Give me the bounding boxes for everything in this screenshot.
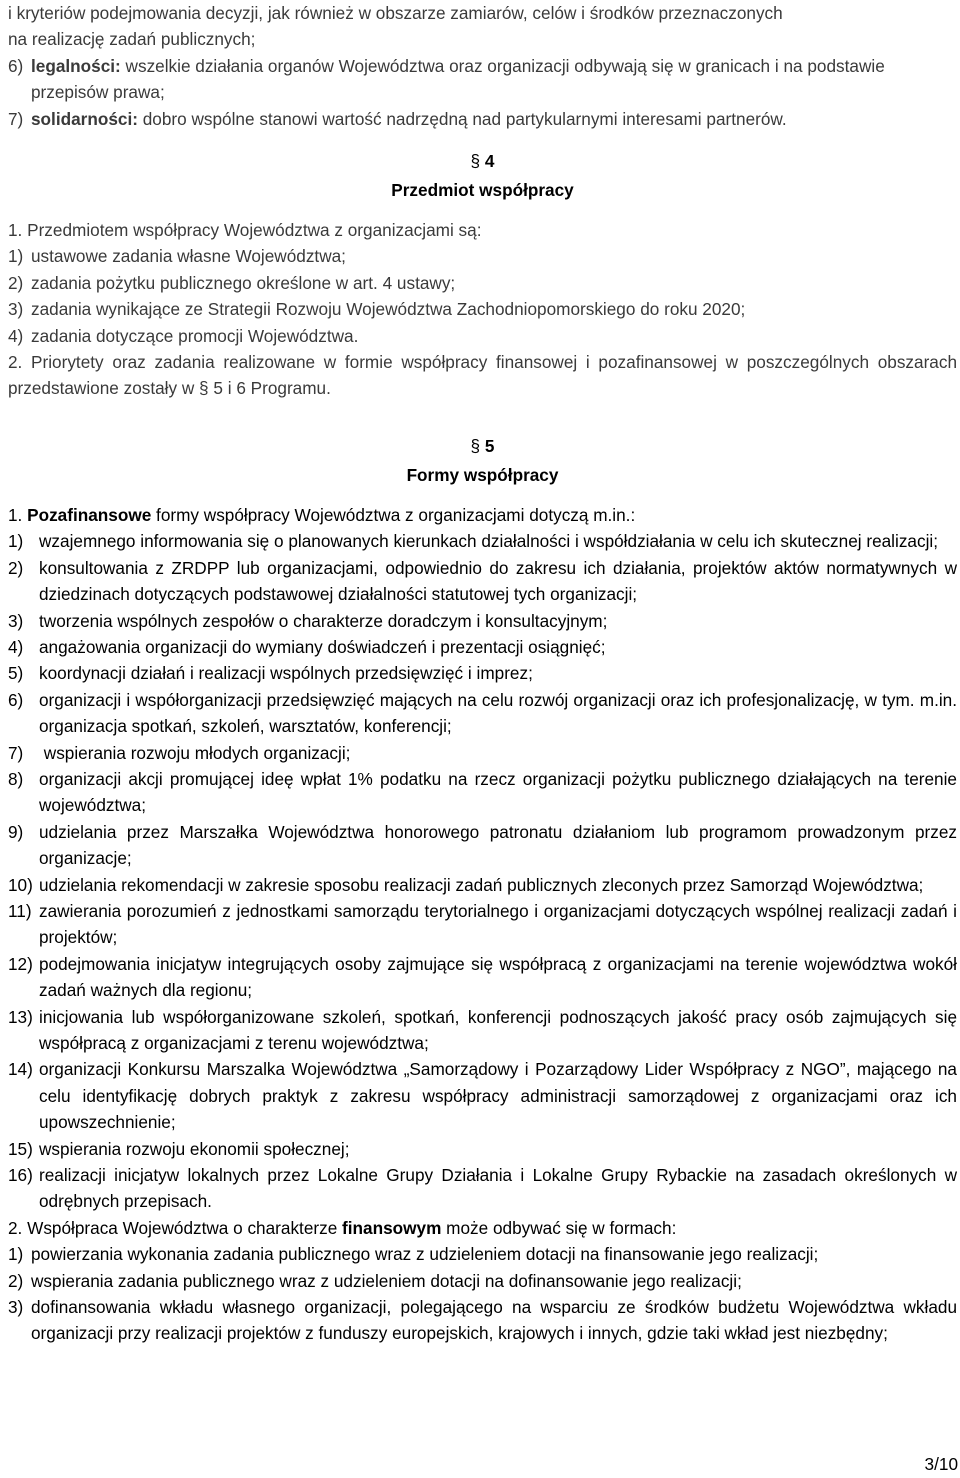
section-4-paragraph-2: 2. Priorytety oraz zadania realizowane w formie współpracy finansowej i pozafinansowej w poszczególnych obszarach przedstawione zostały w § 5 i 6 Programu. <box>8 352 957 399</box>
list-item <box>8 687 957 740</box>
list-item-text: angażowania organizacji do wymiany doświadczeń i prezentacji osiągnięć; <box>39 636 606 657</box>
section-5-paragraph-2: 2. Współpraca Województwa o charakterze finansowym może odbywać się w formach: <box>8 1217 677 1238</box>
list-item <box>8 1268 957 1294</box>
list-item-number: 12) <box>8 953 33 974</box>
list-item-text: zadania pożytku publicznego określone w art. 4 ustawy; <box>31 272 456 293</box>
list-item-number: 8) <box>8 768 24 789</box>
list-item-number: 5) <box>8 663 24 684</box>
list-item-number: 4) <box>8 636 24 657</box>
list-item-text: organizacji akcji promującej ideę wpłat 1% podatku na rzecz organizacji pożytku publicznego działających na terenie województwa; <box>39 768 957 816</box>
list-item <box>8 660 957 686</box>
list-item <box>8 270 957 296</box>
list-item-text: dofinansowania wkładu własnego organizacji, polegającego na wsparciu ze środków budżetu Województwa wkładu organizacji przy realizacji projektów z funduszy europejskich, krajowych i innych, gdzie taki wkład jest niezbędny; <box>31 1297 957 1344</box>
list-item-number: 6) <box>8 689 24 710</box>
list-item-number: 2) <box>8 557 24 578</box>
list-item-text: udzielania rekomendacji w zakresie sposobu realizacji zadań publicznych zleconych przez Samorząd Województwa; <box>39 874 924 895</box>
list-item <box>8 898 957 951</box>
list-item <box>8 1294 957 1347</box>
section-5-number: § 5 <box>470 435 495 456</box>
list-item-text: zawierania porozumień z jednostkami samorządu terytorialnego i organizacjami dotyczących wspólnej realizacji zadań i projektów; <box>39 900 957 948</box>
list-item-number: 13) <box>8 1006 33 1027</box>
list-item <box>8 323 957 349</box>
list-item-text: wspierania zadania publicznego wraz z udzieleniem dotacji na dofinansowanie jego realizacji; <box>31 1270 742 1291</box>
list-item-text: organizacji i współorganizacji przedsięwzięć mających na celu rozwój organizacji oraz ich profesjonalizację, w tym. m.in. organizacja spotkań, szkoleń, warsztatów, konferencji; <box>39 689 957 737</box>
list-item-number: 1) <box>8 246 24 267</box>
section-4-paragraph-1: 1. Przedmiotem współpracy Województwa z organizacjami są: <box>8 220 482 241</box>
list-item-text: ustawowe zadania własne Województwa; <box>31 246 346 267</box>
list-item-text: konsultowania z ZRDPP lub organizacjami, odpowiednio do zakresu ich działania, projektów aktów normatywnych w dziedzinach dotyczących podstawowej działalności statutowej tych organizacji; <box>39 557 957 605</box>
list-item-number: 9) <box>8 821 24 842</box>
list-item <box>8 740 957 766</box>
list-item-number: 3) <box>8 610 24 631</box>
list-item <box>8 528 957 554</box>
list-item-number: 7) <box>8 742 24 763</box>
intro-continuation <box>8 0 957 53</box>
intro-line-1: i kryteriów podejmowania decyzji, jak również w obszarze zamiarów, celów i środków przeznaczonych <box>8 3 783 23</box>
list-item-text: tworzenia wspólnych zespołów o charakterze doradczym i konsultacyjnym; <box>39 610 608 631</box>
list-item-text: zadania dotyczące promocji Województwa. <box>31 325 359 346</box>
document-page <box>8 0 957 1347</box>
list-item-number: 15) <box>8 1138 33 1159</box>
list-item <box>8 819 957 872</box>
list-item <box>8 951 957 1004</box>
list-item: 6) legalności: wszelkie działania organów Województwa oraz organizacji odbywają się w granicach i na podstawie przepisów prawa; <box>8 55 885 103</box>
list-item-number: 10) <box>8 874 33 895</box>
list-item: 7) solidarności: dobro wspólne stanowi wartość nadrzędną nad partykularnymi interesami partnerów. <box>8 108 787 129</box>
list-item-text: wzajemnego informowania się o planowanych kierunkach działalności i współdziałania w celu ich skutecznej realizacji; <box>39 531 938 552</box>
section-4-title: Przedmiot współpracy <box>391 180 574 201</box>
list-item-number: 16) <box>8 1165 33 1186</box>
section-5-paragraph-1: 1. Pozafinansowe formy współpracy Województwa z organizacjami dotyczą m.in.: <box>8 504 636 525</box>
list-item <box>8 608 957 634</box>
list-item-number: 1) <box>8 1244 24 1265</box>
list-item-number: 2) <box>8 272 24 293</box>
list-item <box>8 1136 957 1162</box>
list-item <box>8 872 957 898</box>
list-item-number: 14) <box>8 1059 33 1080</box>
list-item-text: realizacji inicjatyw lokalnych przez Lokalne Grupy Działania i Lokalne Grupy Rybackie na zasadach określonych w odrębnych przepisach. <box>39 1165 957 1212</box>
list-item <box>8 1241 957 1267</box>
list-item-number: 3) <box>8 299 24 320</box>
list-item-number: 3) <box>8 1297 24 1318</box>
list-item-text: podejmowania inicjatyw integrujących osoby zajmujące się współpracą z organizacjami na terenie województwa wokół zadań ważnych dla regionu; <box>39 953 957 1001</box>
list-item-text: powierzania wykonania zadania publicznego wraz z udzieleniem dotacji na finansowanie jego realizacji; <box>31 1244 819 1265</box>
list-item-text: wspierania rozwoju ekonomii społecznej; <box>39 1138 350 1159</box>
list-item <box>8 243 957 269</box>
list-item-number: 4) <box>8 325 24 346</box>
list-item <box>8 1056 957 1135</box>
list-item <box>8 634 957 660</box>
page-number: 3/10 <box>924 1454 958 1474</box>
list-item-number: 1) <box>8 531 24 552</box>
list-item-text: wspierania rozwoju młodych organizacji; <box>39 742 351 763</box>
list-item <box>8 1004 957 1057</box>
list-item <box>8 296 957 322</box>
list-item-text: koordynacji działań i realizacji wspólnych przedsięwzięć i imprez; <box>39 663 533 684</box>
list-item-number: 11) <box>8 900 32 921</box>
list-item-text: organizacji Konkursu Marszalka Województwa „Samorządowy i Pozarządowy Lider Współpracy z NGO”, mającego na celu identyfikację dobrych praktyk z zakresu współpracy administracji samorządowej z organizacjami oraz ich upowszechnienie; <box>39 1059 957 1133</box>
list-item-text: inicjowania lub współorganizowane szkoleń, spotkań, konferencji podnoszących jakość pracy osób zajmujących się współpracą z organizacjami z terenu województwa; <box>39 1006 957 1053</box>
list-item <box>8 766 957 819</box>
list-item-text: udzielania przez Marszałka Województwa honorowego patronatu działaniom lub programom prowadzonym przez organizacje; <box>39 821 957 869</box>
list-item-text: zadania wynikające ze Strategii Rozwoju Województwa Zachodniopomorskiego do roku 2020; <box>31 299 746 320</box>
list-item <box>8 555 957 608</box>
section-4-number: § 4 <box>470 151 495 172</box>
list-item <box>8 1162 957 1215</box>
list-item-number: 2) <box>8 1270 24 1291</box>
intro-line-2: na realizację zadań publicznych; <box>8 29 256 50</box>
section-5-title: Formy współpracy <box>406 464 559 485</box>
